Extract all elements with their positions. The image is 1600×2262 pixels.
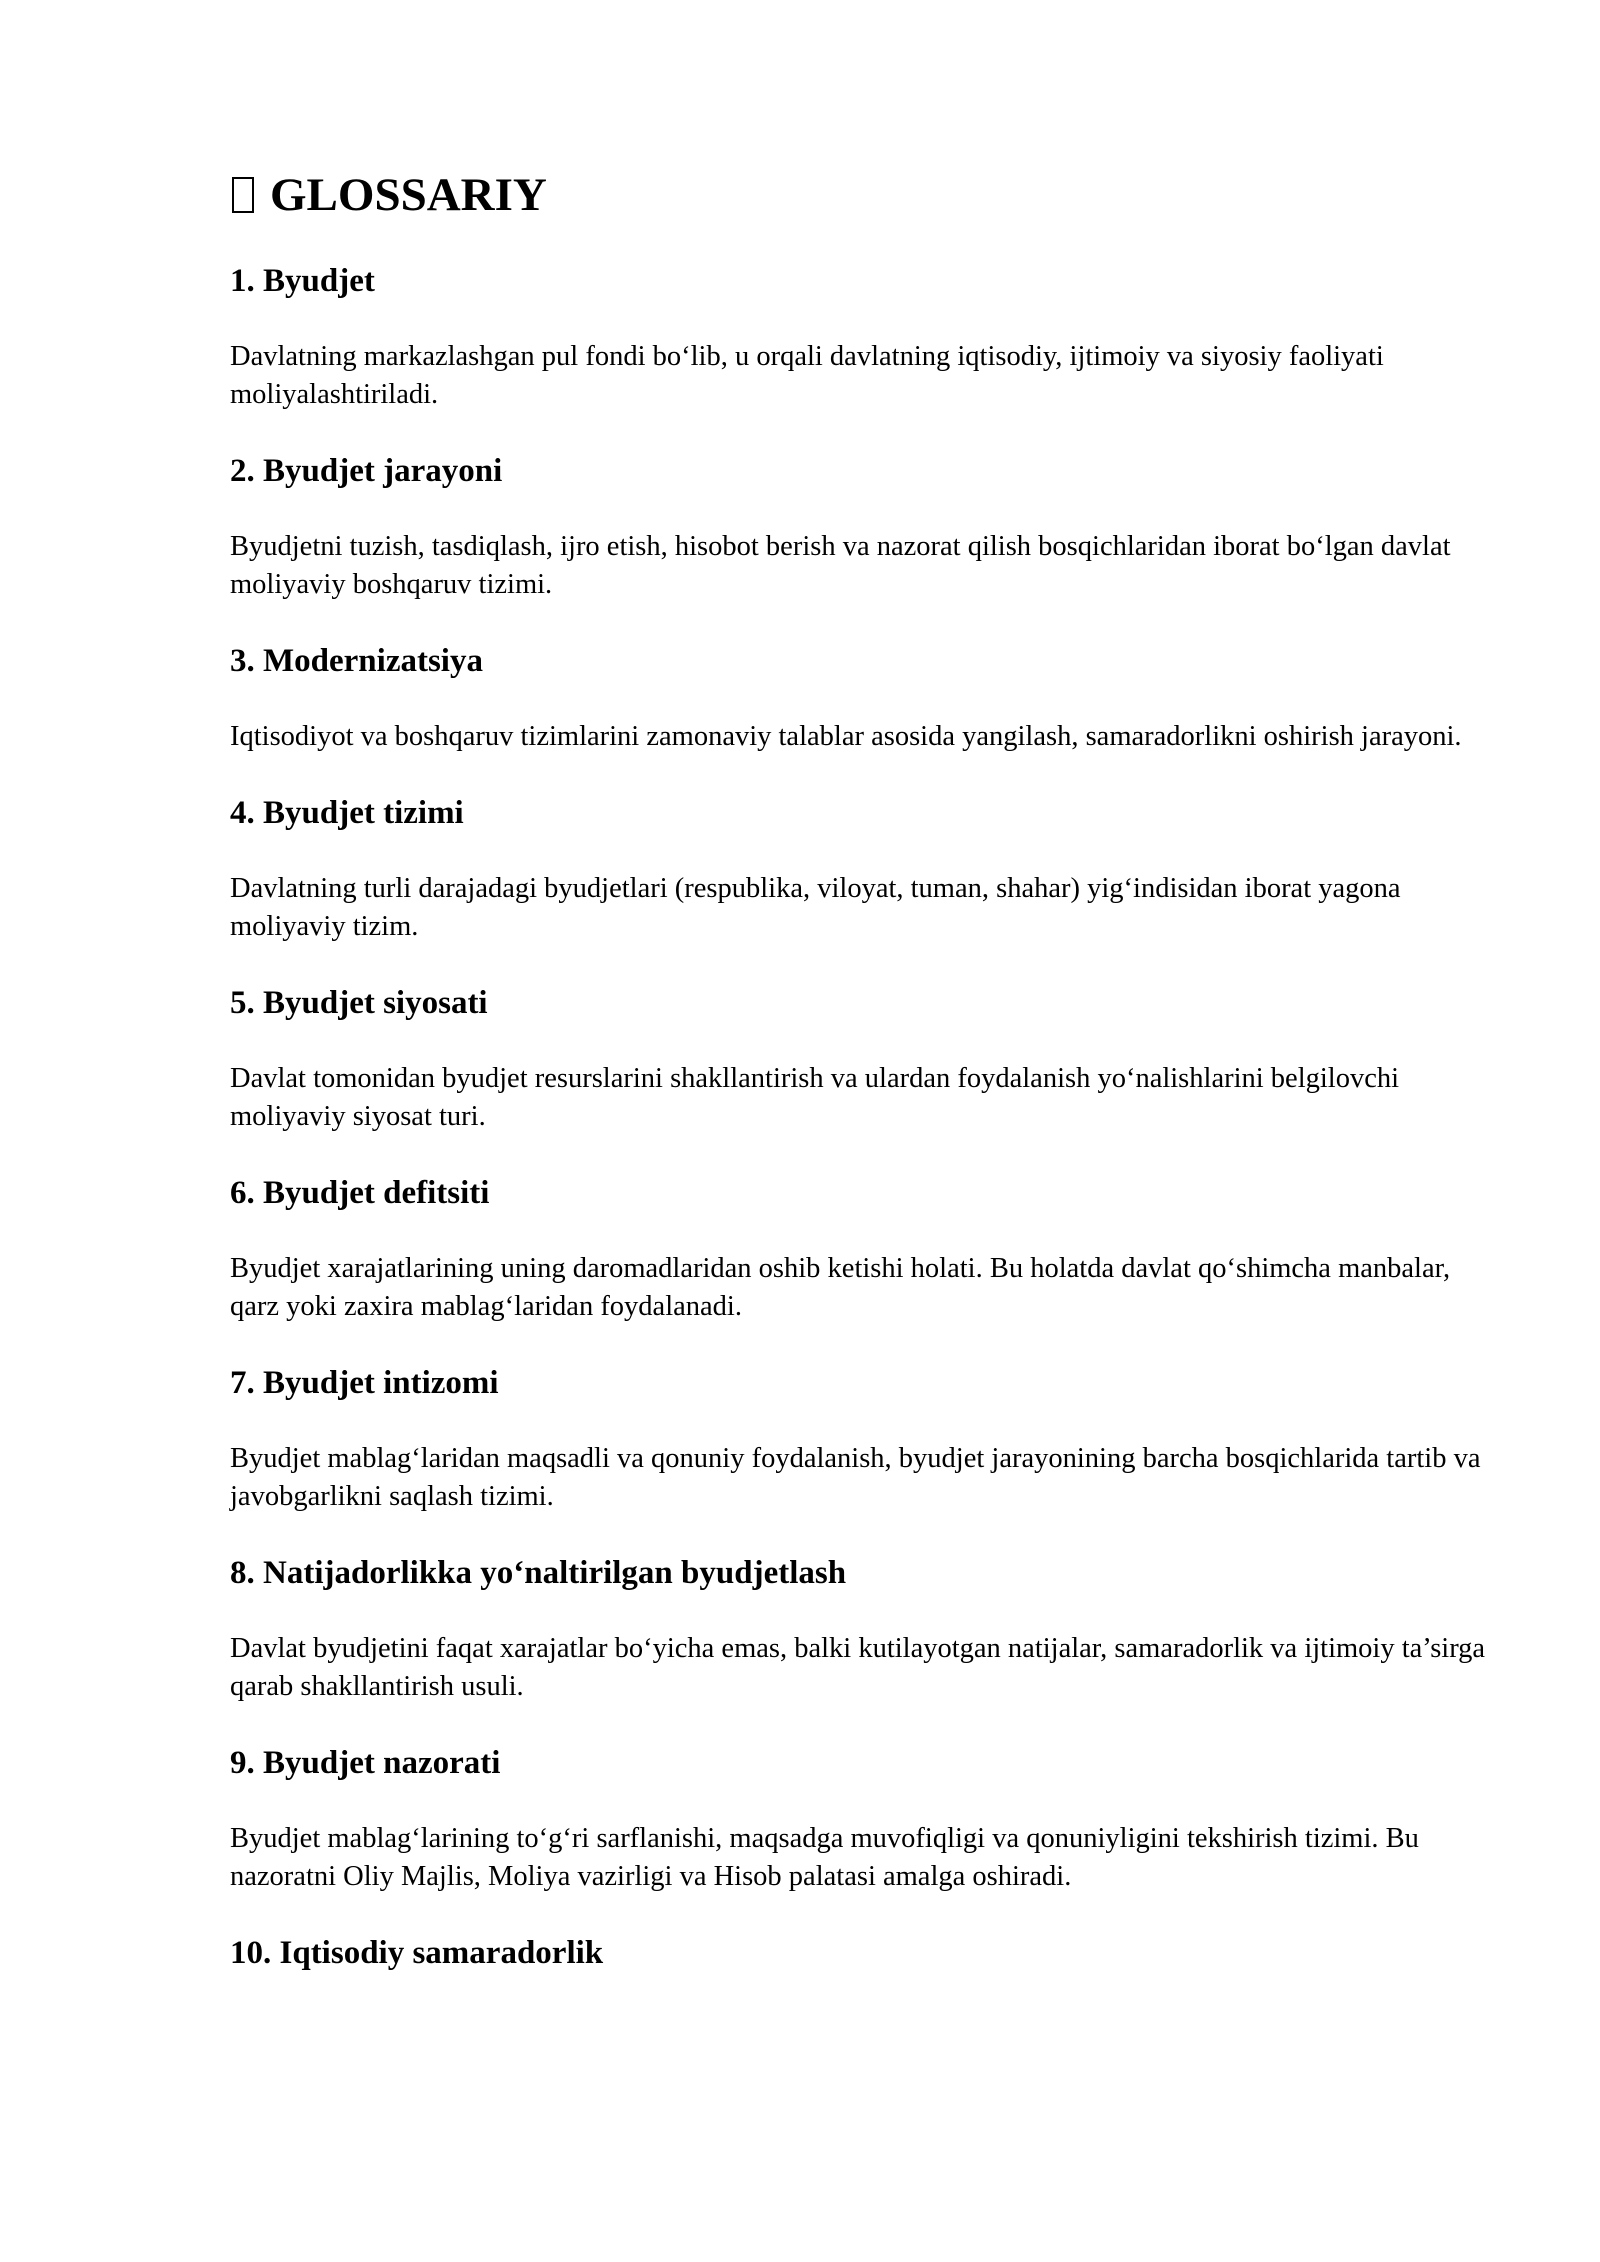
- document-page: [230, 150, 1490, 1972]
- entry-definition: Davlatning turli darajadagi byudjetlari (respublika, viloyat, tuman, shahar) yig‘indisidan iborat yagona moliyaviy tizim.: [230, 873, 1401, 942]
- glossary-entry: [230, 1174, 1490, 1326]
- entry-definition: Davlat byudjetini faqat xarajatlar bo‘yicha emas, balki kutilayotgan natijalar, samaradorlik va ijtimoiy ta’sirga qarab shakllantirish usuli.: [230, 1633, 1486, 1702]
- entry-term: 7. Byudjet intizomi: [230, 1365, 499, 1401]
- entry-term: 2. Byudjet jarayoni: [230, 453, 503, 489]
- glossary-entry: [230, 1364, 1490, 1516]
- entry-term: 3. Modernizatsiya: [230, 643, 483, 679]
- glossary-entry: [230, 452, 1490, 604]
- glossary-title: [230, 165, 1490, 225]
- glossary-entry: [230, 1934, 1490, 1972]
- entry-definition: Davlatning markazlashgan pul fondi bo‘lib, u orqali davlatning iqtisodiy, ijtimoiy va siyosiy faoliyati moliyalashtiriladi.: [230, 341, 1384, 410]
- glossary-entry: [230, 794, 1490, 946]
- entry-term: 6. Byudjet defitsiti: [230, 1175, 490, 1211]
- entry-term: 5. Byudjet siyosati: [230, 985, 488, 1021]
- entry-term: 4. Byudjet tizimi: [230, 795, 464, 831]
- entry-definition: Davlat tomonidan byudjet resurslarini shakllantirish va ulardan foydalanish yo‘nalishlarini belgilovchi moliyaviy siyosat turi.: [230, 1063, 1400, 1132]
- glossary-title-text: GLOSSARIY: [270, 168, 547, 221]
- glossary-entry: [230, 262, 1490, 414]
- entry-definition: Byudjet xarajatlarining uning daromadlaridan oshib ketishi holati. Bu holatda davlat qo‘shimcha manbalar, qarz yoki zaxira mablag‘laridan foydalanadi.: [230, 1253, 1451, 1322]
- entry-definition: Byudjetni tuzish, tasdiqlash, ijro etish, hisobot berish va nazorat qilish bosqichlaridan iborat bo‘lgan davlat moliyaviy boshqaruv tizimi.: [230, 531, 1451, 600]
- entry-term: 9. Byudjet nazorati: [230, 1745, 501, 1781]
- entry-term: 8. Natijadorlikka yo‘naltirilgan byudjetlash: [230, 1555, 847, 1591]
- glossary-entry: [230, 642, 1490, 756]
- entry-definition: Iqtisodiyot va boshqaruv tizimlarini zamonaviy talablar asosida yangilash, samaradorlikni oshirish jarayoni.: [230, 721, 1462, 752]
- glossary-entry: [230, 1554, 1490, 1706]
- entry-term: 1. Byudjet: [230, 263, 375, 299]
- entry-term: 10. Iqtisodiy samaradorlik: [230, 1935, 604, 1971]
- missing-glyph-icon: [232, 177, 254, 213]
- entry-definition: Byudjet mablag‘laridan maqsadli va qonuniy foydalanish, byudjet jarayonining barcha bosqichlarida tartib va javobgarlikni saqlash tizimi.: [230, 1443, 1481, 1512]
- glossary-entry: [230, 984, 1490, 1136]
- glossary-entry: [230, 1744, 1490, 1896]
- entry-definition: Byudjet mablag‘larining to‘g‘ri sarflanishi, maqsadga muvofiqligi va qonuniyligini tekshirish tizimi. Bu nazoratni Oliy Majlis, Moliya vazirligi va Hisob palatasi amalga oshiradi.: [230, 1823, 1419, 1892]
